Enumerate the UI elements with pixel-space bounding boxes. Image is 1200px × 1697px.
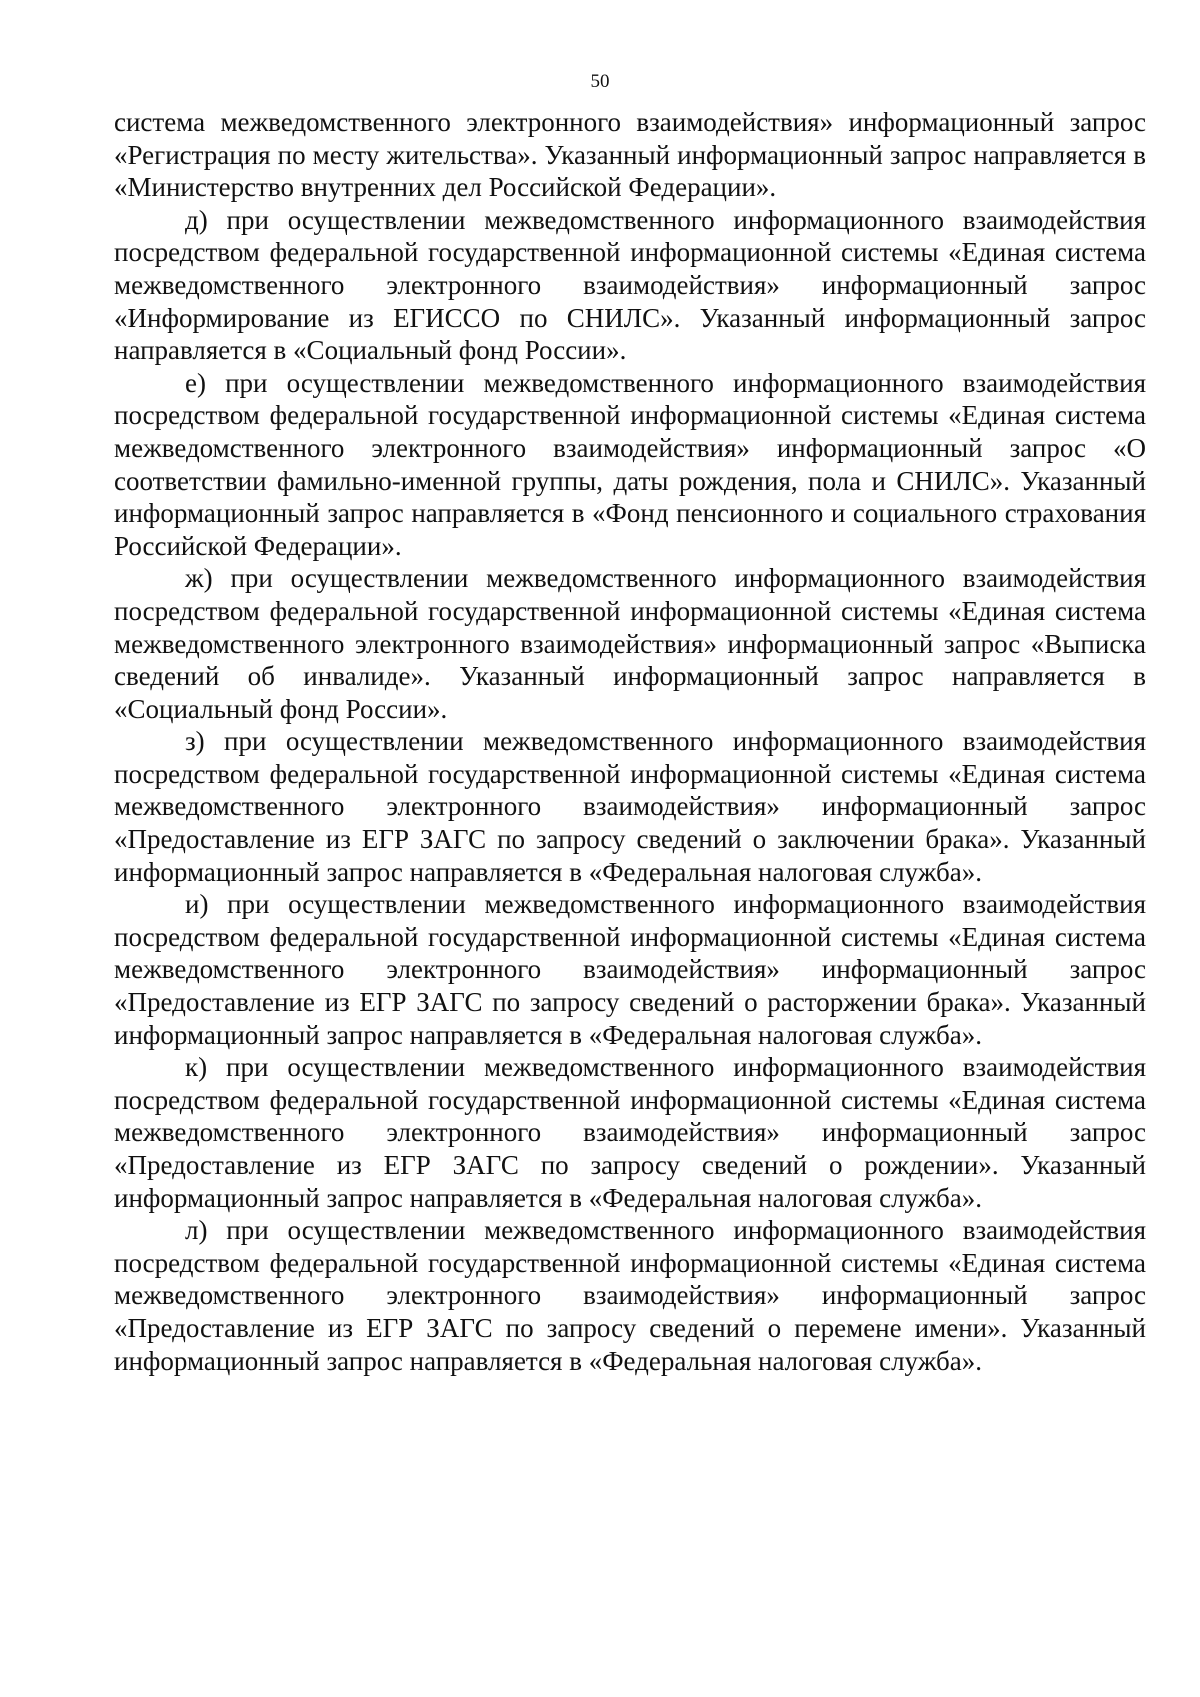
paragraph-item-zh: ж) при осуществлении межведомственного информационного взаимодействия посредством федеральной государственной информационной системы «Единая система межведомственного электронного взаимодействия» информационный запрос «Выписка сведений об инвалиде». Указанный информационный запрос направляется в «Социальный фонд России». — [114, 563, 1146, 724]
paragraph-item-d: д) при осуществлении межведомственного информационного взаимодействия посредством федеральной государственной информационной системы «Единая система межведомственного электронного взаимодействия» информационный запрос «Информирование из ЕГИССО по СНИЛС». Указанный информационный запрос направляется в «Социальный фонд России». — [114, 204, 1146, 366]
paragraph-item-e: е) при осуществлении межведомственного информационного взаимодействия посредством федеральной государственной информационной системы «Единая система межведомственного электронного взаимодействия» информационный запрос «О соответствии фамильно-именной группы, даты рождения, пола и СНИЛС». Указанный информационный запрос направляется в «Фонд пенсионного и социального страхования Российской Федерации». — [114, 367, 1146, 561]
paragraph-continuation: система межведомственного электронного взаимодействия» информационный запрос «Регистрация по месту жительства». Указанный информационный запрос направляется в «Министерство внутренних дел Российской Федерации». — [114, 107, 1146, 203]
paragraph-item-l: л) при осуществлении межведомственного информационного взаимодействия посредством федеральной государственной информационной системы «Единая система межведомственного электронного взаимодействия» информационный запрос «Предоставление из ЕГР ЗАГС по запросу сведений о перемене имени». Указанный информационный запрос направляется в «Федеральная налоговая служба». — [114, 1215, 1146, 1376]
paragraph-item-z: з) при осуществлении межведомственного информационного взаимодействия посредством федеральной государственной информационной системы «Единая система межведомственного электронного взаимодействия» информационный запрос «Предоставление из ЕГР ЗАГС по запросу сведений о заключении брака». Указанный информационный запрос направляется в «Федеральная налоговая служба». — [114, 726, 1146, 887]
paragraph-item-i: и) при осуществлении межведомственного информационного взаимодействия посредством федеральной государственной информационной системы «Единая система межведомственного электронного взаимодействия» информационный запрос «Предоставление из ЕГР ЗАГС по запросу сведений о расторжении брака». Указанный информационный запрос направляется в «Федеральная налоговая служба». — [114, 889, 1146, 1050]
page-number: 50 — [590, 71, 610, 92]
document-body — [114, 106, 1146, 1377]
paragraph-item-k: к) при осуществлении межведомственного информационного взаимодействия посредством федеральной государственной информационной системы «Единая система межведомственного электронного взаимодействия» информационный запрос «Предоставление из ЕГР ЗАГС по запросу сведений о рождении». Указанный информационный запрос направляется в «Федеральная налоговая служба». — [114, 1052, 1146, 1213]
